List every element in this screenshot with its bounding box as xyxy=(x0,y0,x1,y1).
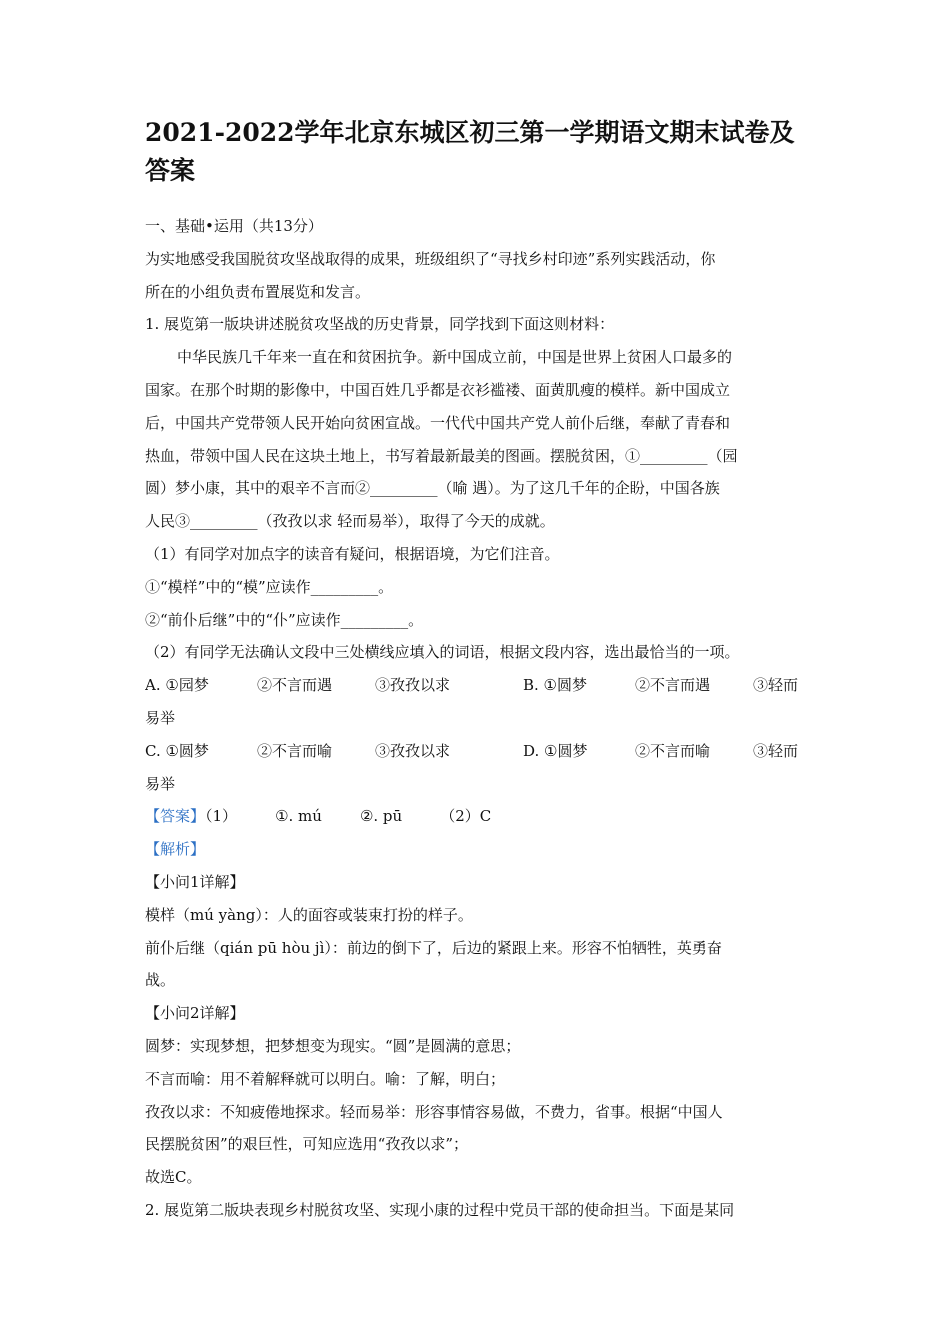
answer-part: ①. mú xyxy=(275,807,322,826)
section-heading: 一、基础•运用（共13分） xyxy=(145,217,323,235)
option-a-part: A. ①园梦 xyxy=(145,676,209,695)
intro-line: 为实地感受我国脱贫攻坚战取得的成果，班级组织了“寻找乡村印迹”系列实践活动，你 xyxy=(145,249,716,268)
option-a-part: ②不言而遇 xyxy=(257,676,333,695)
option-a xyxy=(145,669,523,702)
explanation-line: 民摆脱贫困”的艰巨性，可知应选用“孜孜以求”； xyxy=(145,1135,469,1154)
option-c-part: C. ①圆梦 xyxy=(145,741,209,760)
explanation-line: 圆梦：实现梦想，把梦想变为现实。“圆”是圆满的意思； xyxy=(145,1036,521,1055)
answer-line xyxy=(145,800,813,833)
passage-line: 中华民族几千年来一直在和贫困抗争。新中国成立前，中国是世界上贫困人口最多的 xyxy=(177,348,733,367)
option-d xyxy=(523,735,798,768)
option-d-part: ②不言而喻 xyxy=(635,741,711,760)
option-b-part: ③轻而 xyxy=(753,676,799,695)
option-d-part: D. ①圆梦 xyxy=(523,741,588,760)
options-row-cd xyxy=(145,735,813,768)
explanation-line: 前仆后继（qián pū hòu jì）：前边的倒下了，后边的紧跟上来。形容不怕牺牲，英勇奋 xyxy=(145,938,722,957)
question-1-stem: 1. 展览第一版块讲述脱贫攻坚战的历史背景，同学找到下面这则材料： xyxy=(145,315,615,334)
option-d-wrap: 易举 xyxy=(145,774,176,793)
option-b-part: B. ①圆梦 xyxy=(523,676,588,695)
question-2-stem: 2. 展览第二版块表现乡村脱贫攻坚、实现小康的过程中党员干部的使命担当。下面是某同 xyxy=(145,1200,735,1219)
answer-part: （2）C xyxy=(440,807,492,826)
option-c xyxy=(145,735,523,768)
explanation-line: 模样（mú yàng）：人的面容或装束打扮的样子。 xyxy=(145,905,473,924)
document-body xyxy=(145,210,813,1227)
option-b xyxy=(523,669,798,702)
option-a-part: ③孜孜以求 xyxy=(375,676,451,695)
option-b-wrap: 易举 xyxy=(145,708,176,727)
answer-label: 【答案】 xyxy=(145,807,206,826)
sub-question-1a: ①“模样”中的“模”应读作_________。 xyxy=(145,577,394,596)
option-c-part: ②不言而喻 xyxy=(257,741,333,760)
passage-line: 圆）梦小康，其中的艰辛不言而②_________（喻 遇）。为了这几千年的企盼，中国各族 xyxy=(145,479,720,498)
answer-part: ②. pū xyxy=(359,807,403,826)
sub-question-1: （1）有同学对加点字的读音有疑问，根据语境，为它们注音。 xyxy=(145,544,560,563)
passage-line: 国家。在那个时期的影像中，中国百姓几乎都是衣衫褴褛、面黄肌瘦的模样。新中国成立 xyxy=(145,380,731,399)
explanation-line: 故选C。 xyxy=(145,1168,202,1187)
explanation-line: 不言而喻：用不着解释就可以明白。喻：了解，明白； xyxy=(145,1069,506,1088)
passage-line: 人民③_________（孜孜以求 轻而易举），取得了今天的成就。 xyxy=(145,512,555,531)
passage-line: 热血，带领中国人民在这块土地上，书写着最新最美的图画。摆脱贫困，①_________（园 xyxy=(145,446,738,465)
option-d-part: ③轻而 xyxy=(753,741,799,760)
option-c-part: ③孜孜以求 xyxy=(375,741,451,760)
answer-part: （1） xyxy=(205,807,238,826)
analysis-label: 【解析】 xyxy=(145,840,206,859)
intro-line: 所在的小组负责布置展览和发言。 xyxy=(145,282,371,301)
sub-question-2: （2）有同学无法确认文段中三处横线应填入的词语，根据文段内容，选出最恰当的一项。 xyxy=(145,643,740,662)
sub-question-1-heading: 【小问1详解】 xyxy=(145,872,245,891)
option-b-part: ②不言而遇 xyxy=(635,676,711,695)
passage-line: 后，中国共产党带领人民开始向贫困宣战。一代代中国共产党人前仆后继，奉献了青春和 xyxy=(145,413,731,432)
sub-question-2-heading: 【小问2详解】 xyxy=(145,1004,245,1023)
options-row-ab xyxy=(145,669,813,702)
explanation-line: 战。 xyxy=(145,971,176,990)
sub-question-1b: ②“前仆后继”中的“仆”应读作_________。 xyxy=(145,610,424,629)
page-title: 2021-2022学年北京东城区初三第一学期语文期末试卷及答案 xyxy=(145,118,795,185)
explanation-line: 孜孜以求：不知疲倦地探求。轻而易举：形容事情容易做，不费力，省事。根据“中国人 xyxy=(145,1102,723,1121)
